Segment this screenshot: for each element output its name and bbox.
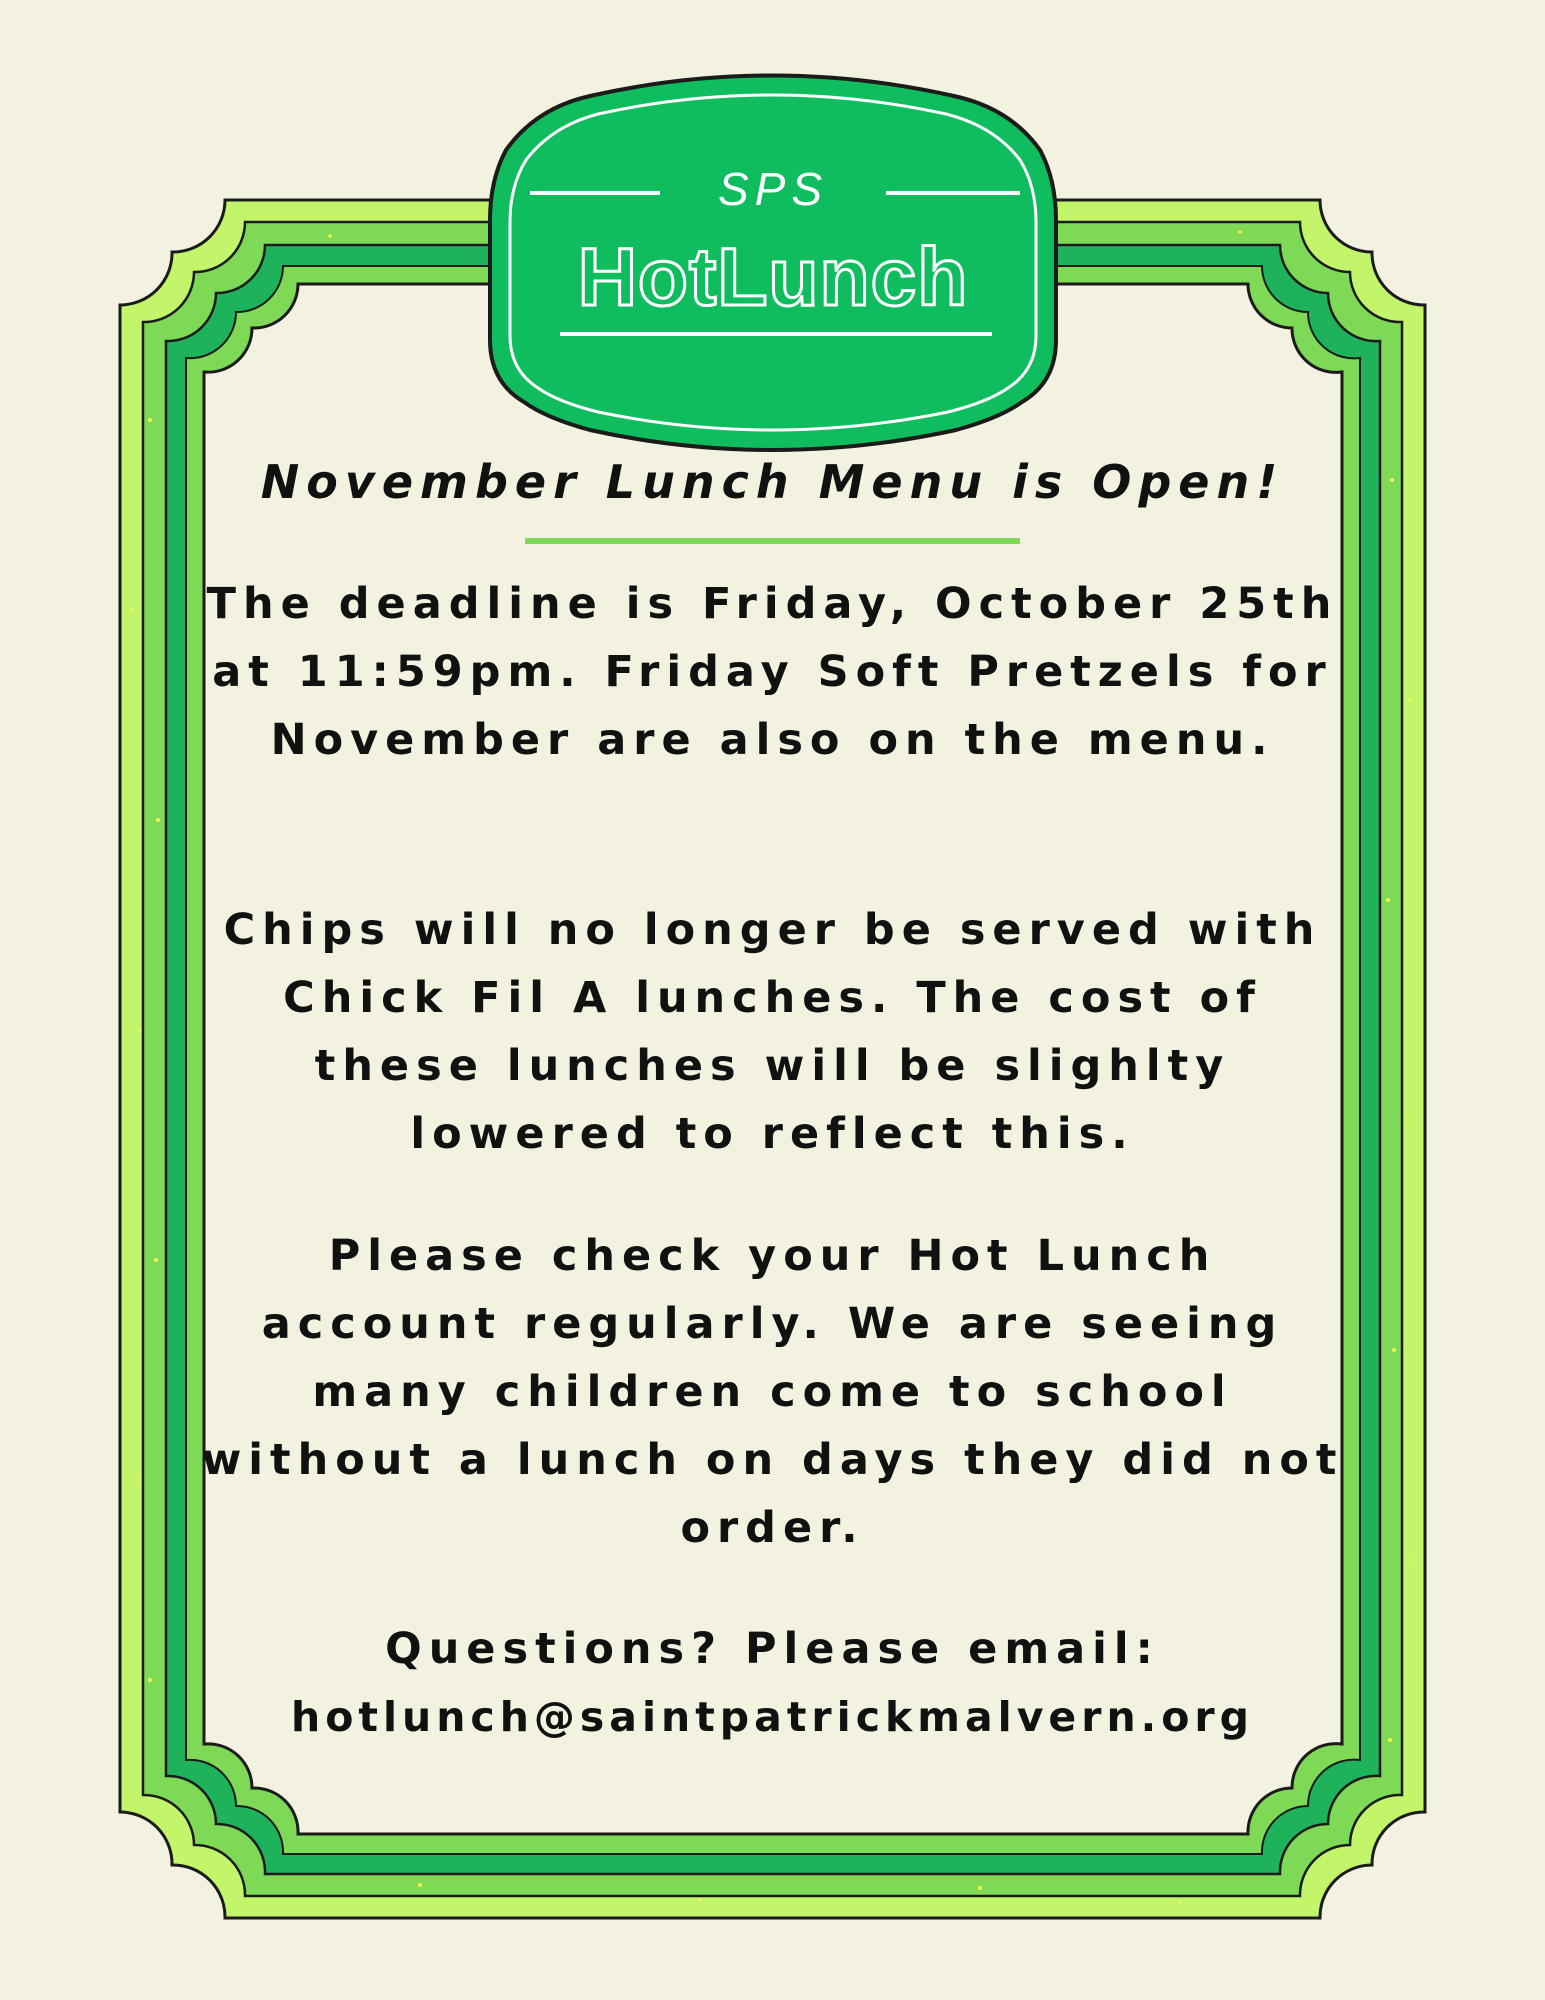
- badge-school: SPS: [717, 163, 829, 215]
- account-paragraph: Please check your Hot Lunch account regularly. We are seeing many children come to school without a lunch on days they did not order.: [201, 1231, 1344, 1553]
- headline: November Lunch Menu is Open!: [260, 455, 1285, 509]
- badge-title: HotLunch: [577, 232, 969, 323]
- contact-block: [200, 1615, 1345, 1751]
- contact-prompt: Questions? Please email:: [385, 1624, 1160, 1674]
- headline-divider: [525, 538, 1020, 544]
- deadline-paragraph: The deadline is Friday, October 25th at 11:59pm. Friday Soft Pretzels for November are also on the menu.: [206, 579, 1339, 765]
- contact-email-link[interactable]: hotlunch@saintpatrickmalvern.org: [291, 1693, 1254, 1741]
- chips-paragraph: Chips will no longer be served with Chick Fil A lunches. The cost of these lunches will be slighlty lowered to reflect this.: [223, 905, 1322, 1159]
